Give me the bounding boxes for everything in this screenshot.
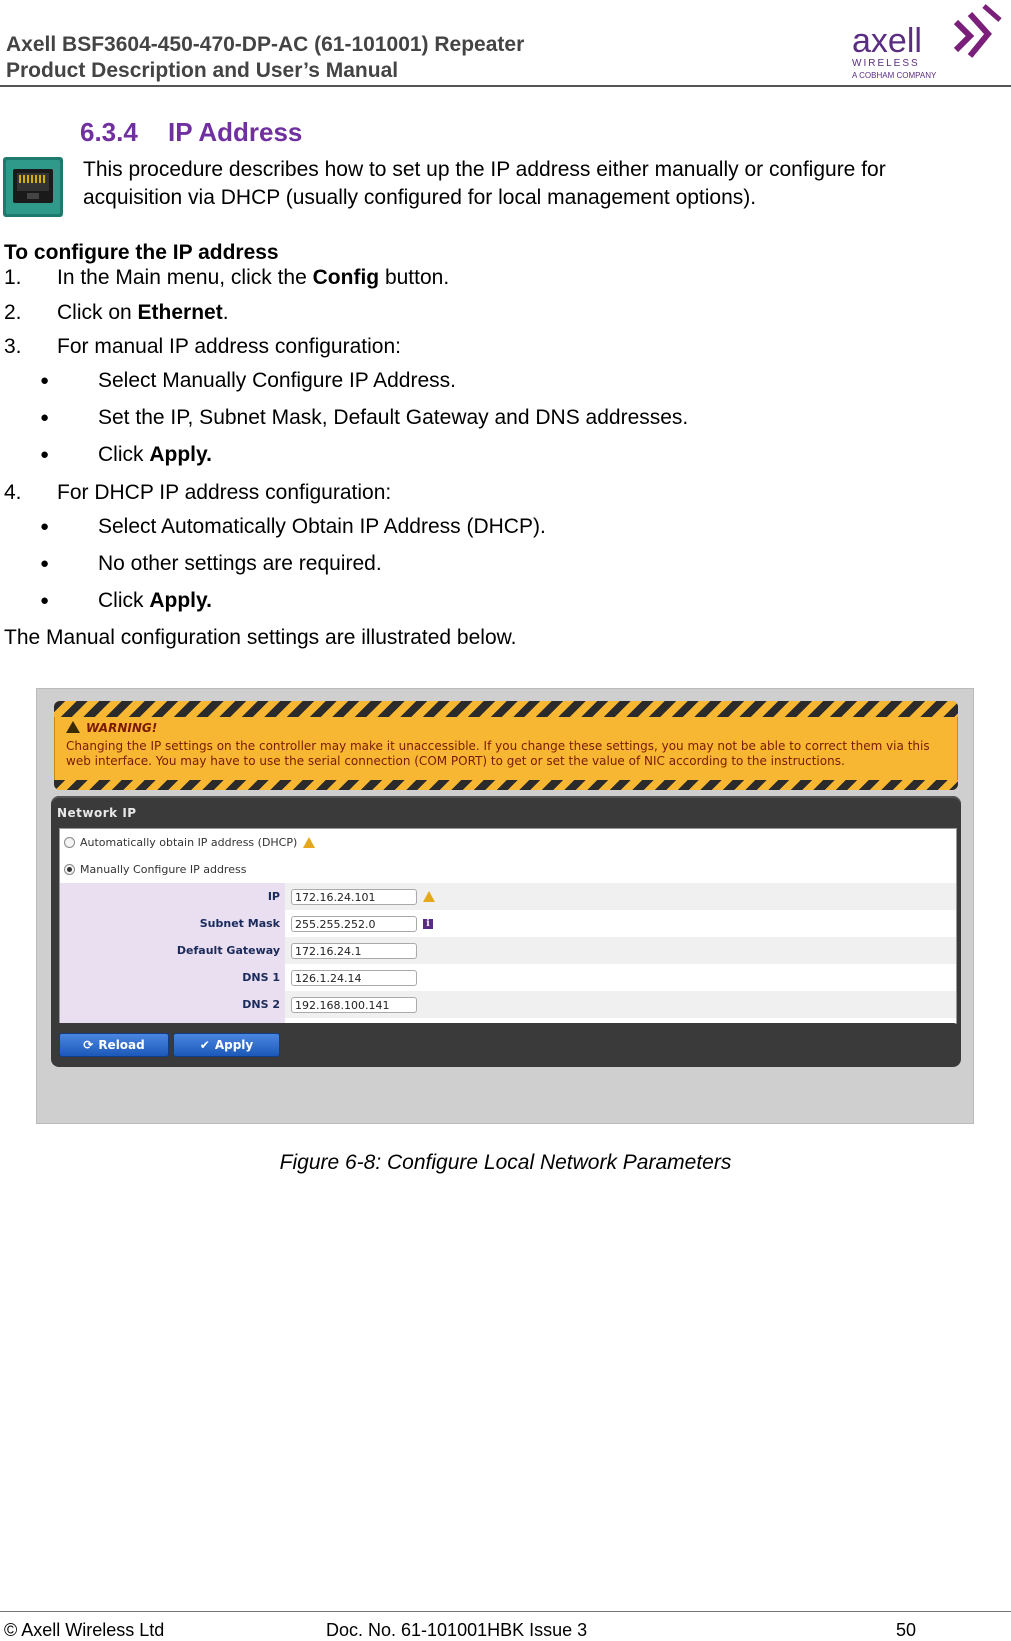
step-text: For DHCP IP address configuration: (57, 481, 392, 504)
dns1-row (60, 964, 956, 991)
dhcp-radio-label: Automatically obtain IP address (DHCP) (80, 835, 298, 849)
network-ip-title: Network IP (57, 806, 137, 820)
section-heading (80, 117, 302, 148)
network-ip-panel (51, 796, 961, 1061)
header-rule (0, 85, 1011, 87)
step-2 (4, 301, 229, 325)
step-3 (4, 335, 401, 359)
bullet-text: Click (98, 589, 150, 612)
logo-sub: WIRELESS (852, 58, 920, 69)
bullet-icon: ● (40, 518, 50, 535)
subnet-row (60, 910, 956, 937)
subnet-label: Subnet Mask (60, 910, 285, 937)
warning-stripes-bottom (54, 780, 958, 790)
warning-title (66, 721, 157, 735)
network-config-screenshot (36, 688, 974, 1124)
logo-company: A COBHAM COMPANY (852, 71, 937, 80)
ip-label: IP (60, 883, 285, 910)
warning-icon (303, 837, 315, 848)
footer-rule (0, 1611, 1011, 1612)
dhcp-radio-button[interactable] (64, 837, 75, 848)
manual-radio-button[interactable] (64, 864, 75, 875)
step-text: button. (379, 266, 450, 289)
dns1-label: DNS 1 (60, 964, 285, 991)
ip-input[interactable]: 172.16.24.101 (291, 889, 417, 905)
step-text: Click on (57, 301, 138, 324)
dns2-label: DNS 2 (60, 991, 285, 1018)
bullet-text: Set the IP, Subnet Mask, Default Gateway and DNS addresses. (98, 406, 689, 429)
bullet-icon: ● (40, 372, 50, 389)
bullet-text: No other settings are required. (98, 552, 382, 575)
info-icon[interactable]: i (423, 919, 433, 929)
apply-label: Apply (214, 1038, 254, 1052)
reload-icon: ⟳ (83, 1038, 94, 1052)
step-text: For manual IP address configuration: (57, 335, 401, 358)
step-4-bullet-2 (40, 552, 382, 576)
document-header-title (6, 32, 524, 84)
ethernet-port-icon (3, 157, 63, 217)
warning-stripes (54, 701, 958, 717)
step-number: 4. (4, 481, 22, 504)
bullet-text: Click (98, 443, 150, 466)
bullet-icon: ● (40, 555, 50, 572)
step-text: In the Main menu, click the (57, 266, 313, 289)
logo-text: axell (852, 22, 922, 60)
action-bar (51, 1023, 961, 1067)
ip-row (60, 883, 956, 910)
step-3-bullet-2 (40, 406, 688, 430)
dhcp-radio-option[interactable] (64, 829, 315, 855)
step-1 (4, 266, 449, 290)
intro-paragraph: This procedure describes how to set up the IP address either manually or configure for acquisition via DHCP (usually configured for local management options). (83, 158, 886, 209)
bullet-bold: Apply. (149, 589, 212, 612)
bullet-text: Select Automatically Obtain IP Address (DHCP). (98, 515, 546, 538)
footer-doc-number: Doc. No. 61-101001HBK Issue 3 (326, 1620, 588, 1640)
gateway-row (60, 937, 956, 964)
step-3-bullet-3 (40, 443, 212, 467)
warning-icon (423, 891, 435, 902)
warning-title-text: WARNING! (86, 721, 158, 735)
section-title: IP Address (168, 117, 303, 147)
manual-radio-label: Manually Configure IP address (80, 862, 247, 876)
warning-text: Changing the IP settings on the controller may make it unaccessible. If you change these settings, you may not be able to correct them via this web interface. You may have to use the serial connection (COM PORT) to get or set the value of NIC according to the instructions. (66, 739, 930, 768)
warning-banner (54, 701, 958, 790)
manual-radio-option[interactable] (64, 856, 246, 882)
dns1-input[interactable]: 126.1.24.14 (291, 970, 417, 986)
footer-page-number: 50 (896, 1620, 917, 1640)
bullet-icon: ● (40, 409, 50, 426)
gateway-input[interactable]: 172.16.24.1 (291, 943, 417, 959)
dns2-row (60, 991, 956, 1018)
figure-intro-text: The Manual configuration settings are illustrated below. (4, 626, 517, 649)
header-title-line1: Axell BSF3604-450-470-DP-AC (61-101001) Repeater (6, 33, 525, 56)
step-bold: Config (312, 266, 380, 289)
reload-label: Reload (98, 1038, 145, 1052)
footer-copyright: © Axell Wireless Ltd (4, 1620, 165, 1640)
bullet-bold: Apply. (149, 443, 212, 466)
axell-logo (852, 0, 1002, 82)
step-number: 3. (4, 335, 22, 358)
reload-button[interactable] (59, 1033, 169, 1057)
gateway-label: Default Gateway (60, 937, 285, 964)
step-3-bullet-1 (40, 369, 456, 393)
figure-caption: Figure 6-8: Configure Local Network Parameters (279, 1151, 732, 1174)
bullet-icon: ● (40, 592, 50, 609)
step-number: 2. (4, 301, 22, 324)
procedure-title: To configure the IP address (4, 241, 279, 264)
bullet-text: Select Manually Configure IP Address. (98, 369, 456, 392)
header-title-line2: Product Description and User’s Manual (6, 59, 399, 82)
checkmark-icon: ✔ (199, 1038, 210, 1052)
dns2-input[interactable]: 192.168.100.141 (291, 997, 417, 1013)
section-number: 6.3.4 (80, 117, 138, 147)
apply-button[interactable] (173, 1033, 280, 1057)
step-number: 1. (4, 266, 22, 289)
step-4-bullet-1 (40, 515, 546, 539)
warning-icon (66, 721, 80, 733)
subnet-input[interactable]: 255.255.252.0 (291, 916, 417, 932)
network-ip-form (59, 828, 957, 1055)
step-text: . (222, 301, 229, 324)
step-4-bullet-3 (40, 589, 212, 613)
bullet-icon: ● (40, 446, 50, 463)
step-4 (4, 481, 391, 505)
step-bold: Ethernet (137, 301, 223, 324)
